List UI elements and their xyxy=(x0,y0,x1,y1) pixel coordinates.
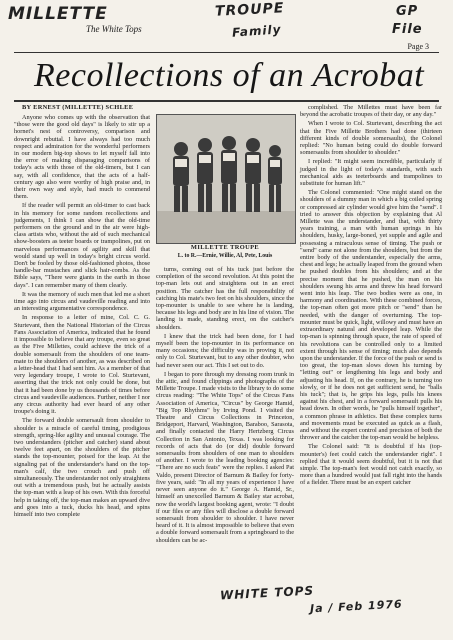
paragraph: The forward double somersault from shoulder to shoulder is a miracle of careful timing, prodigious strength, spring-like agility and unusual courage. The two understanders (pitcher and catcher) stand about twelve feet apart, on the shoulders of the pitcher stands the top-mounter, poised for the leap. At the signaling pat of the understander's hand on the top-man's calf, the two crouch and push off simultaneously. The understander not only straightens out with a tremendous push, but he actually assists the top-man with a leap of his own. With this forceful help in taking off, the top-man makes an upward dive and goes into a tuck, ducks his head, and spins himself into two complete xyxy=(14,417,150,518)
paragraph: I knew that the trick had been done, for I had myself been the top-mounter in its performance on many occasions; the difficulty was in proving it, not only to Col. Sturtevant, but to any other doubter, who had never seen our act. This I set out to do. xyxy=(156,332,294,369)
handwritten-note-troupe: TROUPE xyxy=(214,0,285,20)
paragraph: When I wrote to Col. Sturtevant, describing the act that the Five Millette Brothers had done (thirteen different kinds of double somersaults), the Colonel replied: "No human being could do double forward somersaults from shoulder to shoulder." xyxy=(300,120,442,157)
article-column-left xyxy=(14,114,150,520)
photo-caption-title: MILLETTE TROUPE xyxy=(190,244,260,251)
handwritten-note-date: Ja / Feb 1976 xyxy=(309,597,403,616)
paragraph: If the reader will permit an old-timer to cast back in his memory for some random recollections and judgements, I think I can show that the old-time performers on the ground and in the air were high-class artists who, without the aid of such mechanical show-boosters as teeter boards or trampolines, put on marvelous performances of agility and skill that would stand up well in today's bright circus world. Don't be fooled by those old-fashioned photos, those handle-bar mustaches and slick hair-combs. As the Bible says, "There were giants in the earth in those days". I can remember many of them clearly. xyxy=(14,202,150,289)
handwritten-note-millette: MILLETTE xyxy=(8,4,108,24)
handwritten-note-gp: GP xyxy=(396,4,419,19)
page-number: Page 3 xyxy=(407,42,429,51)
troupe-photo-block xyxy=(156,114,294,264)
header-rule xyxy=(14,52,439,53)
article-byline: BY ERNEST (MILLETTE) SCHLEE xyxy=(22,104,134,111)
paragraph: Anyone who comes up with the observation that "those were the good old days" is likely to stir up a hornet's nest of controversy, comparison and downright rebuttal. I have always had too much respect and admiration for the wonderful performers in our modern big-top shows to let myself fall into the error of making disparaging comparisons of today's acts with those of the old-timers, but I can say, with all confidence, that the acts of a half-century ago also were worthy of high praise and, in their own way and style, had much to commend them. xyxy=(14,114,150,201)
publication-name: The White Tops xyxy=(86,24,142,34)
photo-caption-text: L. to R.—Ernie, Willie, Al, Pete, Louis xyxy=(177,253,273,259)
paragraph: turns, coming out of his tuck just before the completion of the second revolution. At this point the top-man lets out and straightens out in an erect position. The catcher has the full responsibility of catching his mate's two feet on his shoulders, since the top-mounter is unable to see where he is landing, because his legs and body are in his line of vision. The landing is made, standing erect, on the catcher's shoulders. xyxy=(156,266,294,331)
troupe-photo xyxy=(156,114,296,244)
article-column-right xyxy=(300,104,442,489)
paragraph: In response to a letter of mine, Col. C. G. Sturtevant, then the National Historian of the Circus Fans Association of America, indicated that he found it impossible to believe that any troupe, even so great as the Five Millettes, could achieve the trick of a double somersault from the shoulders of one team-mate to the shoulders of another, as was described on a letter-head that I had sent him. As a member of that very legendary troupe, I wrote to Col. Sturtevant, asserting that the trick not only could be done, but that it had been done by us thousands of times before circus and vaudeville audiences. Further, neither I nor any circus authority had ever heard of any other troupe's doing it. xyxy=(14,314,150,416)
paragraph: I began to pore through my dressing room trunk in the attic, and found clippings and photographs of the Millette Troupe. I made visits to the library to do some circus reading: "The White Tops" of the Circus Fans Association of America, "Circus" by George Hamid, "Big Top Rhythms" by Irving Pond. I visited the Theatre and Circus Collections in Princeton, Bridgeport, Harvard, Washington, Baraboo, Sarasota, and finally contacted the Harry Hertzberg Circus Collection in San Antonio, Texas. I was looking for records of acts that do (or did) double forward somersaults from shoulders of one man to shoulders of another. I wrote to the leading booking agencies: "There are no such feats" were the replies. I asked Pat Valdo, present Director of Barnum & Bailey for forty-five years, said: "In all my years of experience I have never seen anyone do it." George A. Hamid, Sr., himself an unexcelled Barnum & Bailey star acrobat, now the world's largest booking agent, wrote: "I doubt if our files or any files will disclose a double forward somersault from shoulder to shoulder. I have never heard of it. It is almost impossible to believe that even a double forward somersault from a springboard to the shoulders can be ac- xyxy=(156,370,294,544)
paragraph: complished. The Millettes must have been far beyond the acrobatic troupes of their day, or any day." xyxy=(300,104,442,119)
article-title: Recollections of an Acrobat xyxy=(34,57,425,94)
paragraph: It was the memory of such men that led me a short time ago into circus and vaudeville reading and into an interesting argumentative correspondence. xyxy=(14,290,150,313)
paragraph: The Colonel said: "It is doubtful if his (top-mounter's) feet could catch the understander right". I replied that it would seem doubtful, but it is not that simple. The top-man's feet would not catch exactly, so more than a hundred would just fall right into the hands of a fielder. There must be an expert catcher xyxy=(300,443,442,487)
title-rule xyxy=(14,100,439,102)
article-column-middle xyxy=(156,266,294,546)
paragraph: The Colonel commented: "One might stand on the shoulders of a dummy man in which a big coiled spring or compressed air cylinder would give him the "send". I tried to answer this objection by explaining that Al Millette was the understander, and that, with thirty years training, a man with human springs in his shoulders, husky, large-boned, yet supple and agile and possessing a miraculous sense of timing. The push or "send" came not alone from the shoulders, but from the entire body of the understander, especially the arms, chest and legs; he actually leaped from the ground when he pushed doubles from his shoulders; and at the precise moment that he pushed, the man on his shoulders swung his arms and threw his head forward went into his leap. The two bodies were as one, in harmony and coordination. With these combined forces, the top-man often got more pitch or "send" than he needed, with the danger of overturning. The top-mounter must be quick, light, willowy and must have an extraordinary natural and developed leap. While the top-man is spinning through space, the rate of speed of his revolutions can be controlled only to a limited extent through his sense of timing; much also depends upon the understander. If the force of the push or send is too great, the top-man slows down his turning by "letting out" or lengthening his legs and body and adjusting his head. If, on the contrary, he is turning too slowly, or if he does not get sufficient send, he "balls his tuck"; that is, he grips his legs, pulls his knees against his chest, and in a forward somersault pulls his head down. In other words, he "pulls himself together", a common phrase in athletics. But these complex turns and movements must be executed as quick as a flash, and without the expert control and precision of both the thrower and the catcher the top-man would be helpless. xyxy=(300,189,442,442)
handwritten-note-family: Family xyxy=(231,22,282,40)
paragraph: I replied: "It might seem incredible, particularly if judged in the light of today's standards, with such mechanical aids as teeterboards and trampolines to substitute for human lift." xyxy=(300,158,442,188)
handwritten-note-file: File xyxy=(392,22,423,37)
handwritten-note-white-tops: WHITE TOPS xyxy=(219,583,315,603)
acrobat-group-image xyxy=(157,115,295,243)
